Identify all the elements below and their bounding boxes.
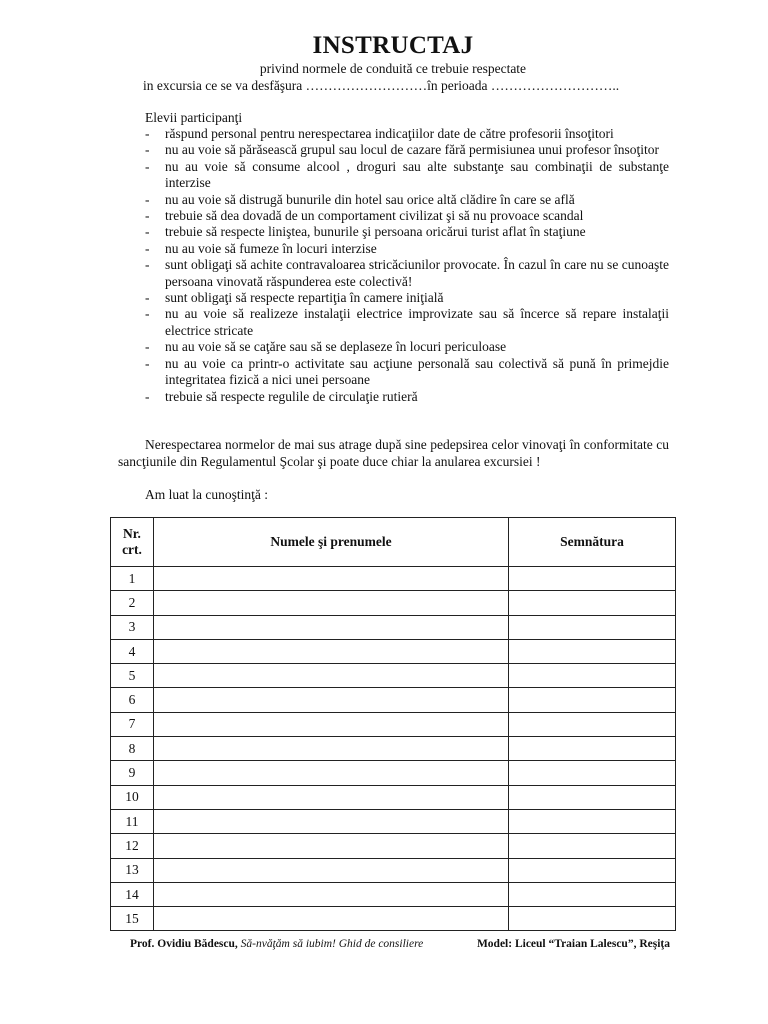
name-cell[interactable] bbox=[154, 591, 509, 615]
table-row bbox=[111, 591, 676, 615]
table-row bbox=[111, 882, 676, 906]
header-nr-line2: crt. bbox=[122, 542, 142, 557]
table-row bbox=[111, 737, 676, 761]
row-number: 13 bbox=[111, 858, 154, 882]
footer-model: Model: Liceul “Traian Lalescu”, Reşiţa bbox=[476, 938, 670, 950]
signature-cell[interactable] bbox=[509, 882, 676, 906]
signature-cell[interactable] bbox=[509, 712, 676, 736]
row-number: 14 bbox=[111, 882, 154, 906]
rule-item: - nu au voie să distrugă bunurile din hotel sau orice altă clădire în care se află bbox=[143, 192, 669, 208]
rule-item: - nu au voie să părăsească grupul sau locul de cazare fără permisiunea unui profesor însoţitor bbox=[143, 142, 669, 158]
rule-item: - sunt obligaţi să respecte repartiţia în camere iniţială bbox=[143, 290, 669, 306]
row-number: 5 bbox=[111, 664, 154, 688]
row-number: 10 bbox=[111, 785, 154, 809]
header-nr-line1: Nr. bbox=[123, 526, 141, 541]
rule-item: - trebuie să respecte regulile de circulaţie rutieră bbox=[143, 389, 669, 405]
row-number: 9 bbox=[111, 761, 154, 785]
header-signature: Semnătura bbox=[509, 518, 676, 567]
rule-item: - nu au voie să se caţăre sau să se deplaseze în locuri periculoase bbox=[143, 339, 669, 355]
name-cell[interactable] bbox=[154, 882, 509, 906]
sanctions-paragraph: Nerespectarea normelor de mai sus atrage după sine pedepsirea celor vinovaţi în conformitate cu sancţiunile din Regulamentul Şcolar şi poate duce chiar la anularea excursiei ! bbox=[118, 437, 669, 469]
rule-item: - răspund personal pentru nerespectarea indicaţiilor date de către profesorii însoţitori bbox=[143, 126, 669, 142]
excursion-period-line: in excursia ce se va desfăşura ………………………în perioada ……………………….. bbox=[143, 78, 620, 93]
signature-cell[interactable] bbox=[509, 664, 676, 688]
table-row bbox=[111, 858, 676, 882]
name-cell[interactable] bbox=[154, 834, 509, 858]
signature-cell[interactable] bbox=[509, 639, 676, 663]
header-nr-crt bbox=[111, 518, 154, 567]
table-row bbox=[111, 567, 676, 591]
signature-cell[interactable] bbox=[509, 785, 676, 809]
table-row bbox=[111, 907, 676, 931]
name-cell[interactable] bbox=[154, 664, 509, 688]
signature-cell[interactable] bbox=[509, 907, 676, 931]
name-cell[interactable] bbox=[154, 639, 509, 663]
rule-item: - trebuie să respecte liniştea, bunurile şi persoana oricărui turist aflat în staţiune bbox=[143, 224, 669, 240]
name-cell[interactable] bbox=[154, 809, 509, 833]
signature-cell[interactable] bbox=[509, 809, 676, 833]
signature-cell[interactable] bbox=[509, 761, 676, 785]
rule-item: - nu au voie să realizeze instalaţii electrice improvizate sau să încerce să repare instalaţii electrice stricate bbox=[143, 306, 669, 339]
name-cell[interactable] bbox=[154, 737, 509, 761]
participants-heading: Elevii participanţi bbox=[145, 110, 243, 125]
name-cell[interactable] bbox=[154, 858, 509, 882]
row-number: 7 bbox=[111, 712, 154, 736]
rule-item: - trebuie să dea dovadă de un comportament civilizat şi să nu provoace scandal bbox=[143, 208, 669, 224]
name-cell[interactable] bbox=[154, 907, 509, 931]
rule-item: - sunt obligaţi să achite contravaloarea stricăciunilor provocate. În cazul în care nu se cunoaşte persoana vinovată răspunderea este colectivă! bbox=[143, 257, 669, 290]
name-cell[interactable] bbox=[154, 688, 509, 712]
signature-cell[interactable] bbox=[509, 688, 676, 712]
signature-cell[interactable] bbox=[509, 737, 676, 761]
table-row bbox=[111, 712, 676, 736]
name-cell[interactable] bbox=[154, 712, 509, 736]
signature-table bbox=[110, 517, 676, 931]
row-number: 12 bbox=[111, 834, 154, 858]
table-row bbox=[111, 639, 676, 663]
table-row bbox=[111, 785, 676, 809]
signature-cell[interactable] bbox=[509, 858, 676, 882]
name-cell[interactable] bbox=[154, 567, 509, 591]
name-cell[interactable] bbox=[154, 615, 509, 639]
rule-item: - nu au voie să fumeze în locuri interzise bbox=[143, 241, 669, 257]
signature-cell[interactable] bbox=[509, 591, 676, 615]
name-cell[interactable] bbox=[154, 785, 509, 809]
header-name: Numele şi prenumele bbox=[154, 518, 509, 567]
name-cell[interactable] bbox=[154, 761, 509, 785]
rule-item: - nu au voie ca printr-o activitate sau acţiune personală sau colectivă să pună în primejdie integritatea fizică a nici unei persoane bbox=[143, 356, 669, 389]
document-title: INSTRUCTAJ bbox=[312, 32, 474, 59]
acknowledgement-label: Am luat la cunoştinţă : bbox=[145, 487, 268, 502]
table-row bbox=[111, 664, 676, 688]
footer-author: Prof. Ovidiu Bădescu, bbox=[130, 938, 238, 950]
page-footer bbox=[130, 938, 670, 950]
footer-credit bbox=[130, 938, 423, 950]
table-row bbox=[111, 834, 676, 858]
row-number: 8 bbox=[111, 737, 154, 761]
document-subtitle: privind normele de conduită ce trebuie respectate bbox=[259, 61, 527, 76]
row-number: 4 bbox=[111, 639, 154, 663]
table-row bbox=[111, 809, 676, 833]
table-row bbox=[111, 761, 676, 785]
table-header-row bbox=[111, 518, 676, 567]
row-number: 11 bbox=[111, 809, 154, 833]
row-number: 3 bbox=[111, 615, 154, 639]
row-number: 1 bbox=[111, 567, 154, 591]
signature-cell[interactable] bbox=[509, 615, 676, 639]
table-row bbox=[111, 615, 676, 639]
signature-cell[interactable] bbox=[509, 834, 676, 858]
row-number: 6 bbox=[111, 688, 154, 712]
row-number: 15 bbox=[111, 907, 154, 931]
row-number: 2 bbox=[111, 591, 154, 615]
rule-item: - nu au voie să consume alcool , droguri sau alte substanţe sau combinaţii de substanţe interzise bbox=[143, 159, 669, 192]
footer-book: Să-nvăţăm să iubim! Ghid de consiliere bbox=[240, 938, 424, 950]
rules-list bbox=[143, 126, 669, 405]
signature-cell[interactable] bbox=[509, 567, 676, 591]
table-row bbox=[111, 688, 676, 712]
